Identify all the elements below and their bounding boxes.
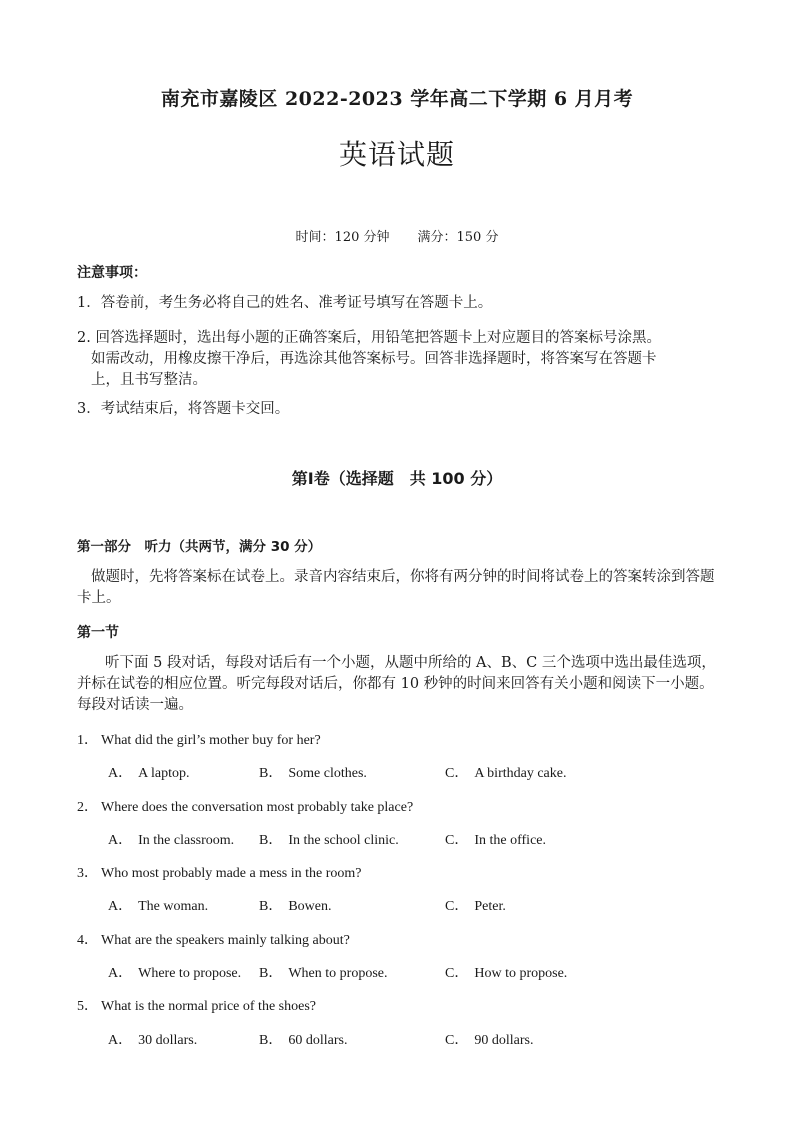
question-number: 2． (77, 800, 98, 815)
section-title: 第Ⅰ卷（选择题 共 100 分） (291, 469, 503, 488)
option-1c[interactable]: C． A birthday cake. (445, 766, 567, 781)
option-1b[interactable]: B． Some clothes. (259, 766, 367, 781)
option-3b[interactable]: B． Bowen. (259, 899, 332, 914)
question-number: 5． (77, 999, 98, 1014)
question-text: What is the normal price of the shoes? (101, 999, 316, 1014)
question-text: Where does the conversation most probably take place? (101, 800, 414, 815)
subject-title: 英语试题 (338, 138, 455, 171)
notice-item-2-line-1: 2. 回答选择题时，选出每小题的正确答案后，用铅笔把答题卡上对应题目的答案标号涂黑。 (77, 330, 661, 346)
option-2b[interactable]: B． In the school clinic. (259, 833, 399, 848)
notice-title: 注意事项： (77, 265, 147, 281)
score-label: 满分：150 分 (417, 230, 499, 245)
question-text: What are the speakers mainly talking about? (101, 933, 350, 948)
option-3a[interactable]: A． The woman. (108, 899, 209, 914)
part-title: 第一部分 听力（共两节，满分 30 分） (77, 539, 322, 555)
option-5b[interactable]: B． 60 dollars. (259, 1033, 348, 1048)
option-2c[interactable]: C． In the office. (445, 833, 546, 848)
sub-section-title: 第一节 (77, 625, 119, 641)
question-number: 4． (77, 933, 98, 948)
option-1a[interactable]: A． A laptop. (108, 766, 190, 781)
option-2a[interactable]: A． In the classroom. (108, 833, 235, 848)
notice-item-2-line-3: 上，且书写整洁。 (91, 372, 207, 388)
option-4c[interactable]: C． How to propose. (445, 966, 568, 981)
question-2 (77, 796, 413, 816)
time-label: 时间：120 分钟 (295, 230, 390, 245)
notice-item-1: 1．答卷前，考生务必将自己的姓名、准考证号填写在答题卡上。 (77, 295, 493, 311)
notice-item-2-line-2: 如需改动，用橡皮擦干净后，再选涂其他答案标号。回答非选择题时，将答案写在答题卡 (91, 351, 657, 367)
option-3c[interactable]: C． Peter. (445, 899, 506, 914)
question-text: Who most probably made a mess in the room? (101, 866, 362, 881)
option-5c[interactable]: C． 90 dollars. (445, 1033, 534, 1048)
sub-section-intro: 听下面 5 段对话，每段对话后有一个小题，从题中所给的 A、B、C 三个选项中选出最佳选项，并标在试卷的相应位置。听完每段对话后，你都有 10 秒钟的时间来回答有关小题和阅读下一小题。每段对话读一遍。 (77, 655, 716, 713)
question-3 (77, 862, 362, 882)
option-4b[interactable]: B． When to propose. (259, 966, 388, 981)
notice-item-2 (77, 328, 722, 391)
exam-meta (0, 226, 794, 245)
option-5a[interactable]: A． 30 dollars. (108, 1033, 198, 1048)
question-1 (77, 729, 321, 749)
part-intro: 做题时，先将答案标在试卷上。录音内容结束后，你将有两分钟的时间将试卷上的答案转涂到答题卡上。 (77, 569, 715, 606)
question-text: What did the girl’s mother buy for her? (101, 733, 321, 748)
question-4 (77, 929, 350, 949)
exam-title: 南充市嘉陵区 2022-2023 学年高二下学期 6 月月考 (160, 88, 634, 110)
notice-item-3: 3．考试结束后，将答题卡交回。 (77, 401, 290, 417)
question-number: 1． (77, 733, 98, 748)
question-number: 3． (77, 866, 98, 881)
option-4a[interactable]: A． Where to propose. (108, 966, 242, 981)
question-5 (77, 995, 316, 1015)
